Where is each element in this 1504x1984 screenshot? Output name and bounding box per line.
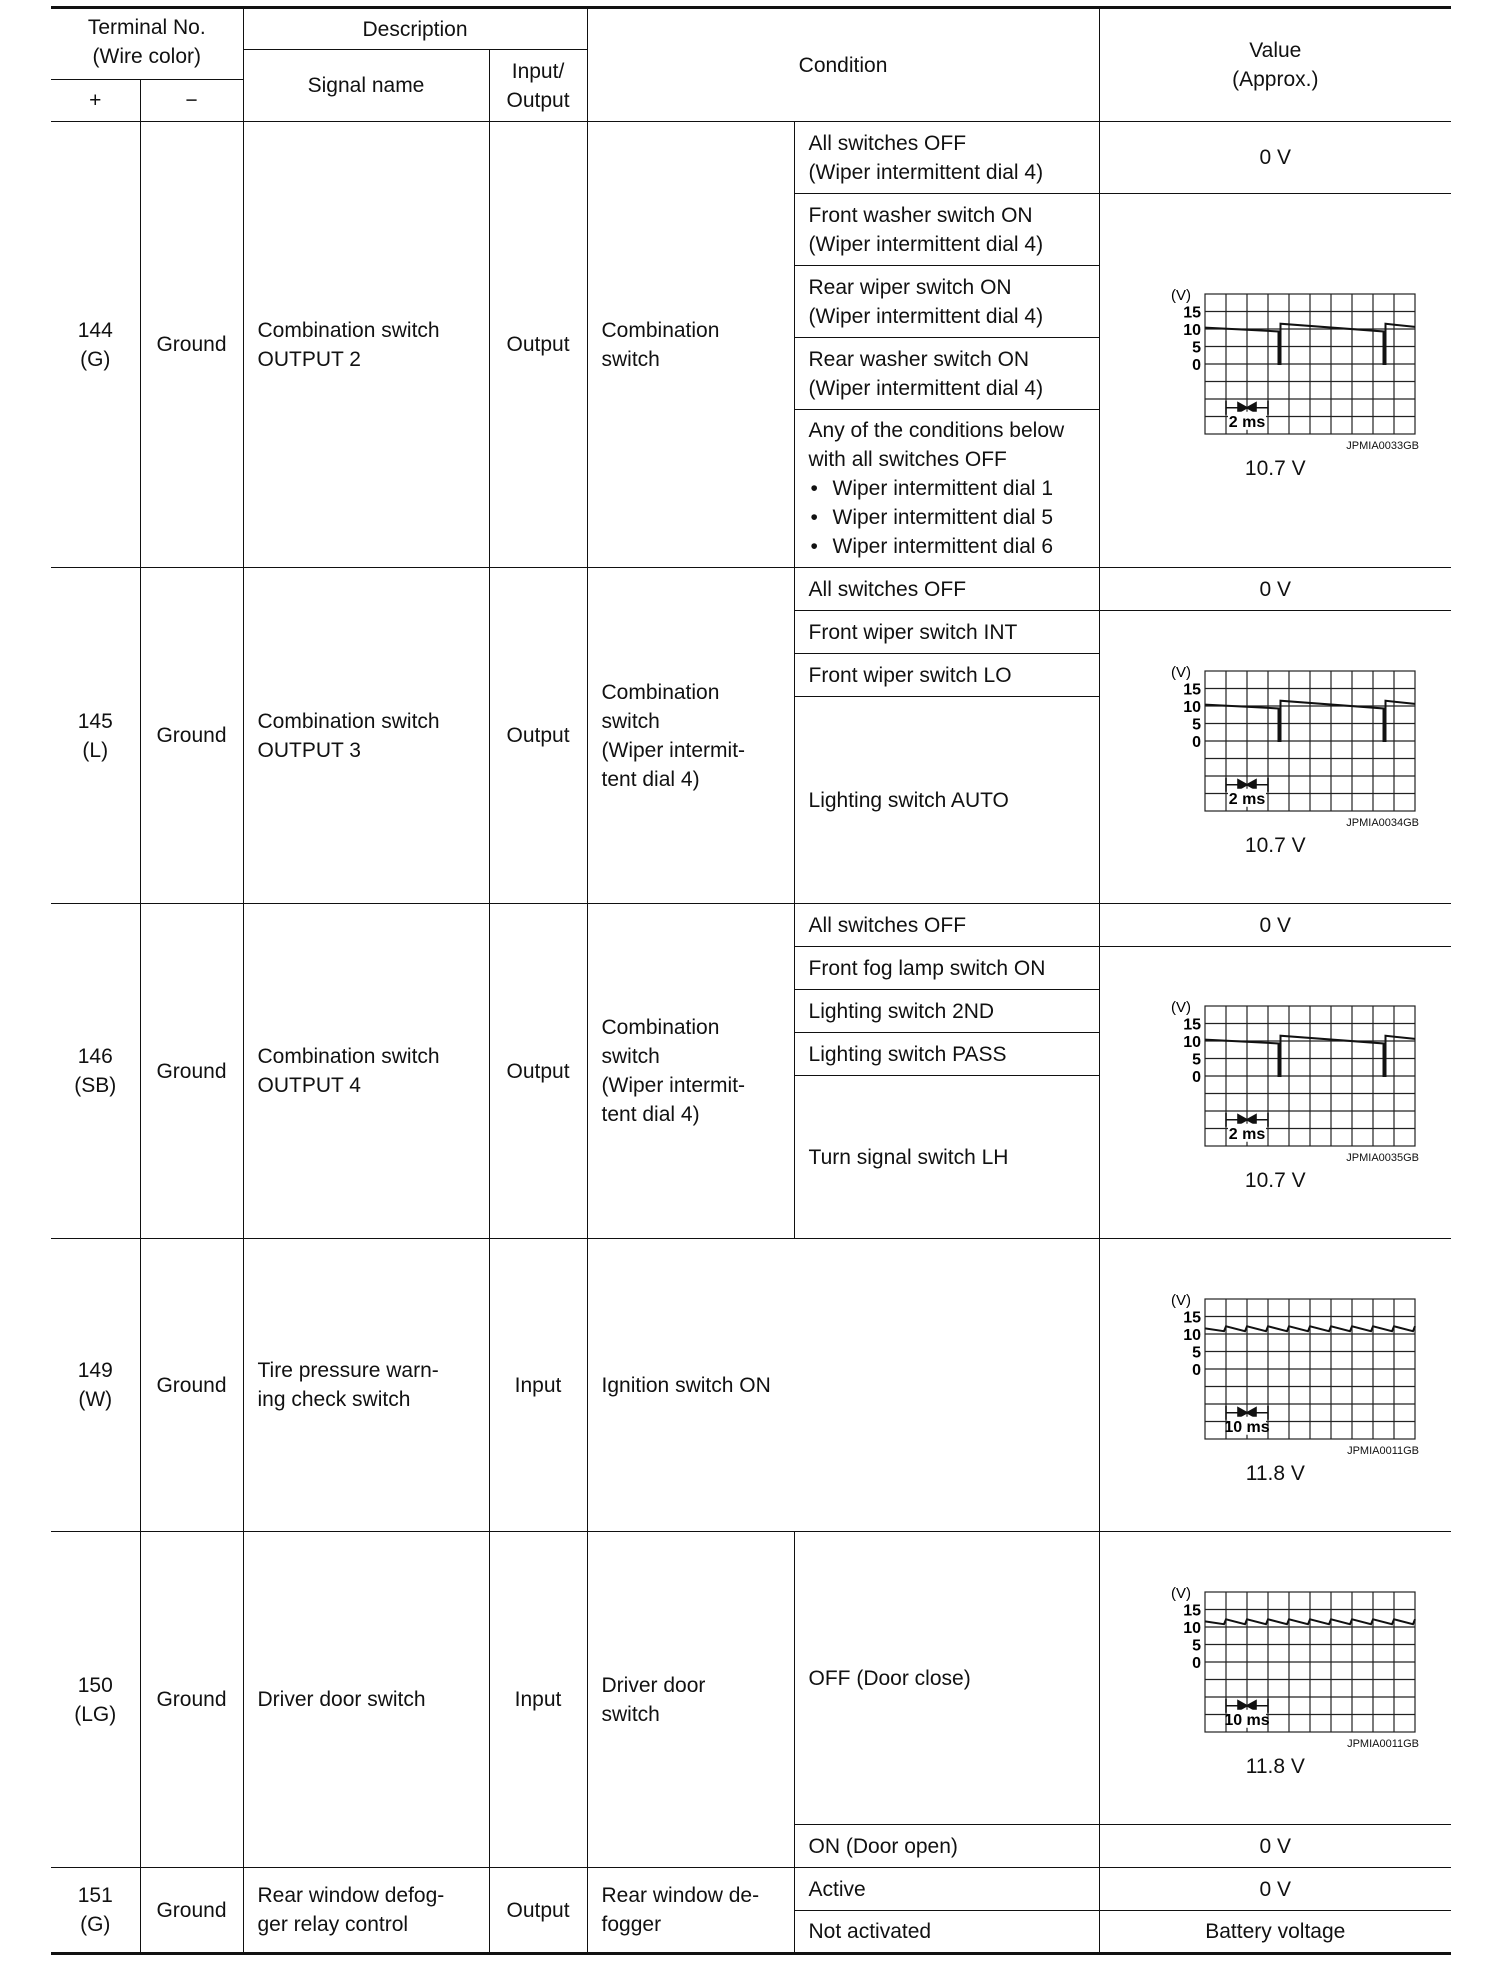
condition-item [794,1911,1099,1954]
waveform-value: 10.7 V [1244,833,1306,857]
waveform-code: JPMIA0034GB [1346,816,1420,829]
waveform-time-label: 2 ms [1229,790,1266,808]
condition-item-text: Turn signal switch LH [808,1145,1009,1169]
condition-item [794,611,1099,654]
value-cell: 0 V [1099,1868,1451,1911]
condition-item-text: ON (Door open) [808,1834,958,1858]
condition-item [794,338,1099,410]
table-row [51,1532,1451,1825]
terminal-number: 146 (SB) [51,904,140,1239]
condition-bullet-item: • Wiper intermittent dial 5 [809,503,1093,532]
value-cell: Battery voltage [1099,1911,1451,1954]
condition-item [794,697,1099,904]
waveform-tick-label: 10 [1183,698,1202,716]
value-cell: 0 V [1099,904,1451,947]
header-value: Value (Approx.) [1099,8,1451,122]
signal-name: Rear window defog- ger relay control [243,1868,489,1954]
condition-item-text: Front washer switch ON (Wiper intermittent dial 4) [808,203,1044,256]
condition-item [794,194,1099,266]
waveform-value-cell [1099,611,1451,904]
header-description: Description [243,8,587,50]
signal-name: Combination switch OUTPUT 2 [243,122,489,568]
waveform-time-label: 10 ms [1224,1418,1270,1436]
condition-item [794,1868,1099,1911]
waveform-tick-label: 10 [1183,322,1202,339]
header-terminal: Terminal No. (Wire color) [51,8,243,80]
condition-item [794,654,1099,697]
condition-item-text: Active [808,1877,866,1901]
condition-item-text: Front fog lamp switch ON [808,956,1046,980]
condition-item-text: Any of the conditions below with all switches OFF [808,419,1065,471]
waveform-value-cell [1099,1532,1451,1825]
table-row [51,904,1451,947]
waveform-code: JPMIA0033GB [1346,440,1420,452]
table-row [51,568,1451,611]
condition-group: Rear window de- fogger [587,1868,794,1954]
waveform-tick-label: 5 [1192,339,1202,357]
condition-item-text: All switches OFF [808,577,967,601]
ground-terminal: Ground [140,568,243,904]
waveform-tick-label: 5 [1192,1051,1202,1069]
header-condition: Condition [587,8,1099,122]
condition-item-text: OFF (Door close) [808,1666,971,1690]
waveform-time-label: 10 ms [1224,1711,1270,1729]
condition-item [794,1532,1099,1825]
waveform-value: 11.8 V [1245,1461,1305,1485]
waveform-tick-label: 0 [1192,357,1202,374]
waveform-chart [1130,1283,1420,1443]
condition-group: Combination switch (Wiper intermit- tent dial 4) [587,904,794,1239]
terminal-table [51,6,1451,1955]
waveform-value-cell [1099,947,1451,1239]
waveform-tick-label: 0 [1192,733,1202,751]
condition-item-text: Rear washer switch ON (Wiper intermittent dial 4) [808,347,1044,400]
waveform-code: JPMIA0011GB [1347,1444,1420,1457]
io-type: Output [489,122,587,568]
ground-terminal: Ground [140,1868,243,1954]
waveform-tick-label: 10 [1183,1326,1202,1344]
condition-item [794,1076,1099,1239]
waveform-value-cell [1099,1239,1451,1532]
condition-text: Ignition switch ON [587,1239,1099,1532]
condition-item [794,568,1099,611]
ground-terminal: Ground [140,1532,243,1868]
waveform-unit: (V) [1171,1584,1192,1602]
waveform-tick-label: 0 [1192,1361,1202,1379]
value-cell: 0 V [1099,568,1451,611]
io-type: Output [489,1868,587,1954]
waveform-value-cell [1099,194,1451,568]
table-row [51,1868,1451,1911]
condition-item-text: Front wiper switch LO [808,663,1012,687]
waveform-code: JPMIA0011GB [1347,1737,1420,1750]
io-type: Output [489,904,587,1239]
waveform-tick-label: 15 [1183,1602,1202,1619]
terminal-table-page [51,6,1451,1955]
condition-item-text: All switches OFF (Wiper intermittent dial 4) [808,131,1044,184]
condition-item-text: Rear wiper switch ON (Wiper intermittent dial 4) [808,275,1044,328]
header-signal-name: Signal name [243,50,489,122]
waveform-time-label: 2 ms [1229,1125,1266,1143]
ground-terminal: Ground [140,1239,243,1532]
waveform-value: 10.7 V [1244,457,1306,480]
waveform-tick-label: 5 [1192,716,1202,733]
condition-item [794,947,1099,990]
header-minus: − [140,80,243,122]
waveform-unit: (V) [1171,999,1192,1016]
waveform-tick-label: 0 [1192,1654,1202,1672]
terminal-number: 151 (G) [51,1868,140,1954]
waveform-unit: (V) [1171,663,1192,681]
io-type: Input [489,1532,587,1868]
condition-item [794,1825,1099,1868]
waveform-tick-label: 15 [1183,304,1202,322]
waveform-tick-label: 15 [1183,1016,1202,1034]
signal-name: Driver door switch [243,1532,489,1868]
header-plus: + [51,80,140,122]
io-type: Input [489,1239,587,1532]
condition-bullet-item: • Wiper intermittent dial 1 [809,474,1093,503]
condition-group: Driver door switch [587,1532,794,1868]
waveform-code: JPMIA0035GB [1346,1152,1420,1164]
io-type: Output [489,568,587,904]
condition-item-text: Lighting switch PASS [808,1042,1007,1066]
condition-item [794,1033,1099,1076]
table-row [51,122,1451,194]
terminal-number: 144 (G) [51,122,140,568]
condition-item-text: Front wiper switch INT [808,620,1018,644]
condition-item [794,410,1099,568]
waveform-chart [1130,278,1420,438]
condition-item [794,266,1099,338]
waveform-tick-label: 10 [1183,1034,1202,1051]
signal-name: Tire pressure warn- ing check switch [243,1239,489,1532]
ground-terminal: Ground [140,904,243,1239]
condition-item-text: All switches OFF [808,913,967,937]
waveform-tick-label: 10 [1183,1619,1202,1637]
condition-item [794,122,1099,194]
waveform-chart [1130,990,1420,1150]
waveform-time-label: 2 ms [1229,413,1266,431]
terminal-number: 149 (W) [51,1239,140,1532]
header-io: Input/ Output [489,50,587,122]
signal-name: Combination switch OUTPUT 4 [243,904,489,1239]
signal-name: Combination switch OUTPUT 3 [243,568,489,904]
waveform-tick-label: 15 [1183,1309,1202,1326]
waveform-value: 10.7 V [1244,1169,1306,1192]
waveform-tick-label: 5 [1192,1344,1202,1361]
waveform-tick-label: 0 [1192,1069,1202,1086]
condition-group: Combination switch (Wiper intermit- tent dial 4) [587,568,794,904]
terminal-number: 150 (LG) [51,1532,140,1868]
waveform-tick-label: 15 [1183,681,1202,698]
condition-item-text: Lighting switch 2ND [808,999,995,1023]
terminal-number: 145 (L) [51,568,140,904]
condition-item-text: Lighting switch AUTO [808,788,1009,812]
waveform-unit: (V) [1171,1291,1192,1309]
value-cell: 0 V [1099,1825,1451,1868]
condition-bullet-list [809,474,1093,561]
waveform-chart [1130,1576,1420,1736]
value-cell: 0 V [1099,122,1451,194]
ground-terminal: Ground [140,122,243,568]
condition-item [794,990,1099,1033]
condition-group: Combination switch [587,122,794,568]
waveform-unit: (V) [1171,287,1192,304]
waveform-tick-label: 5 [1192,1637,1202,1654]
condition-item [794,904,1099,947]
waveform-chart [1130,655,1420,815]
table-row [51,1239,1451,1532]
waveform-value: 11.8 V [1245,1754,1305,1778]
condition-bullet-item: • Wiper intermittent dial 6 [809,532,1093,561]
condition-item-text: Not activated [808,1920,932,1943]
